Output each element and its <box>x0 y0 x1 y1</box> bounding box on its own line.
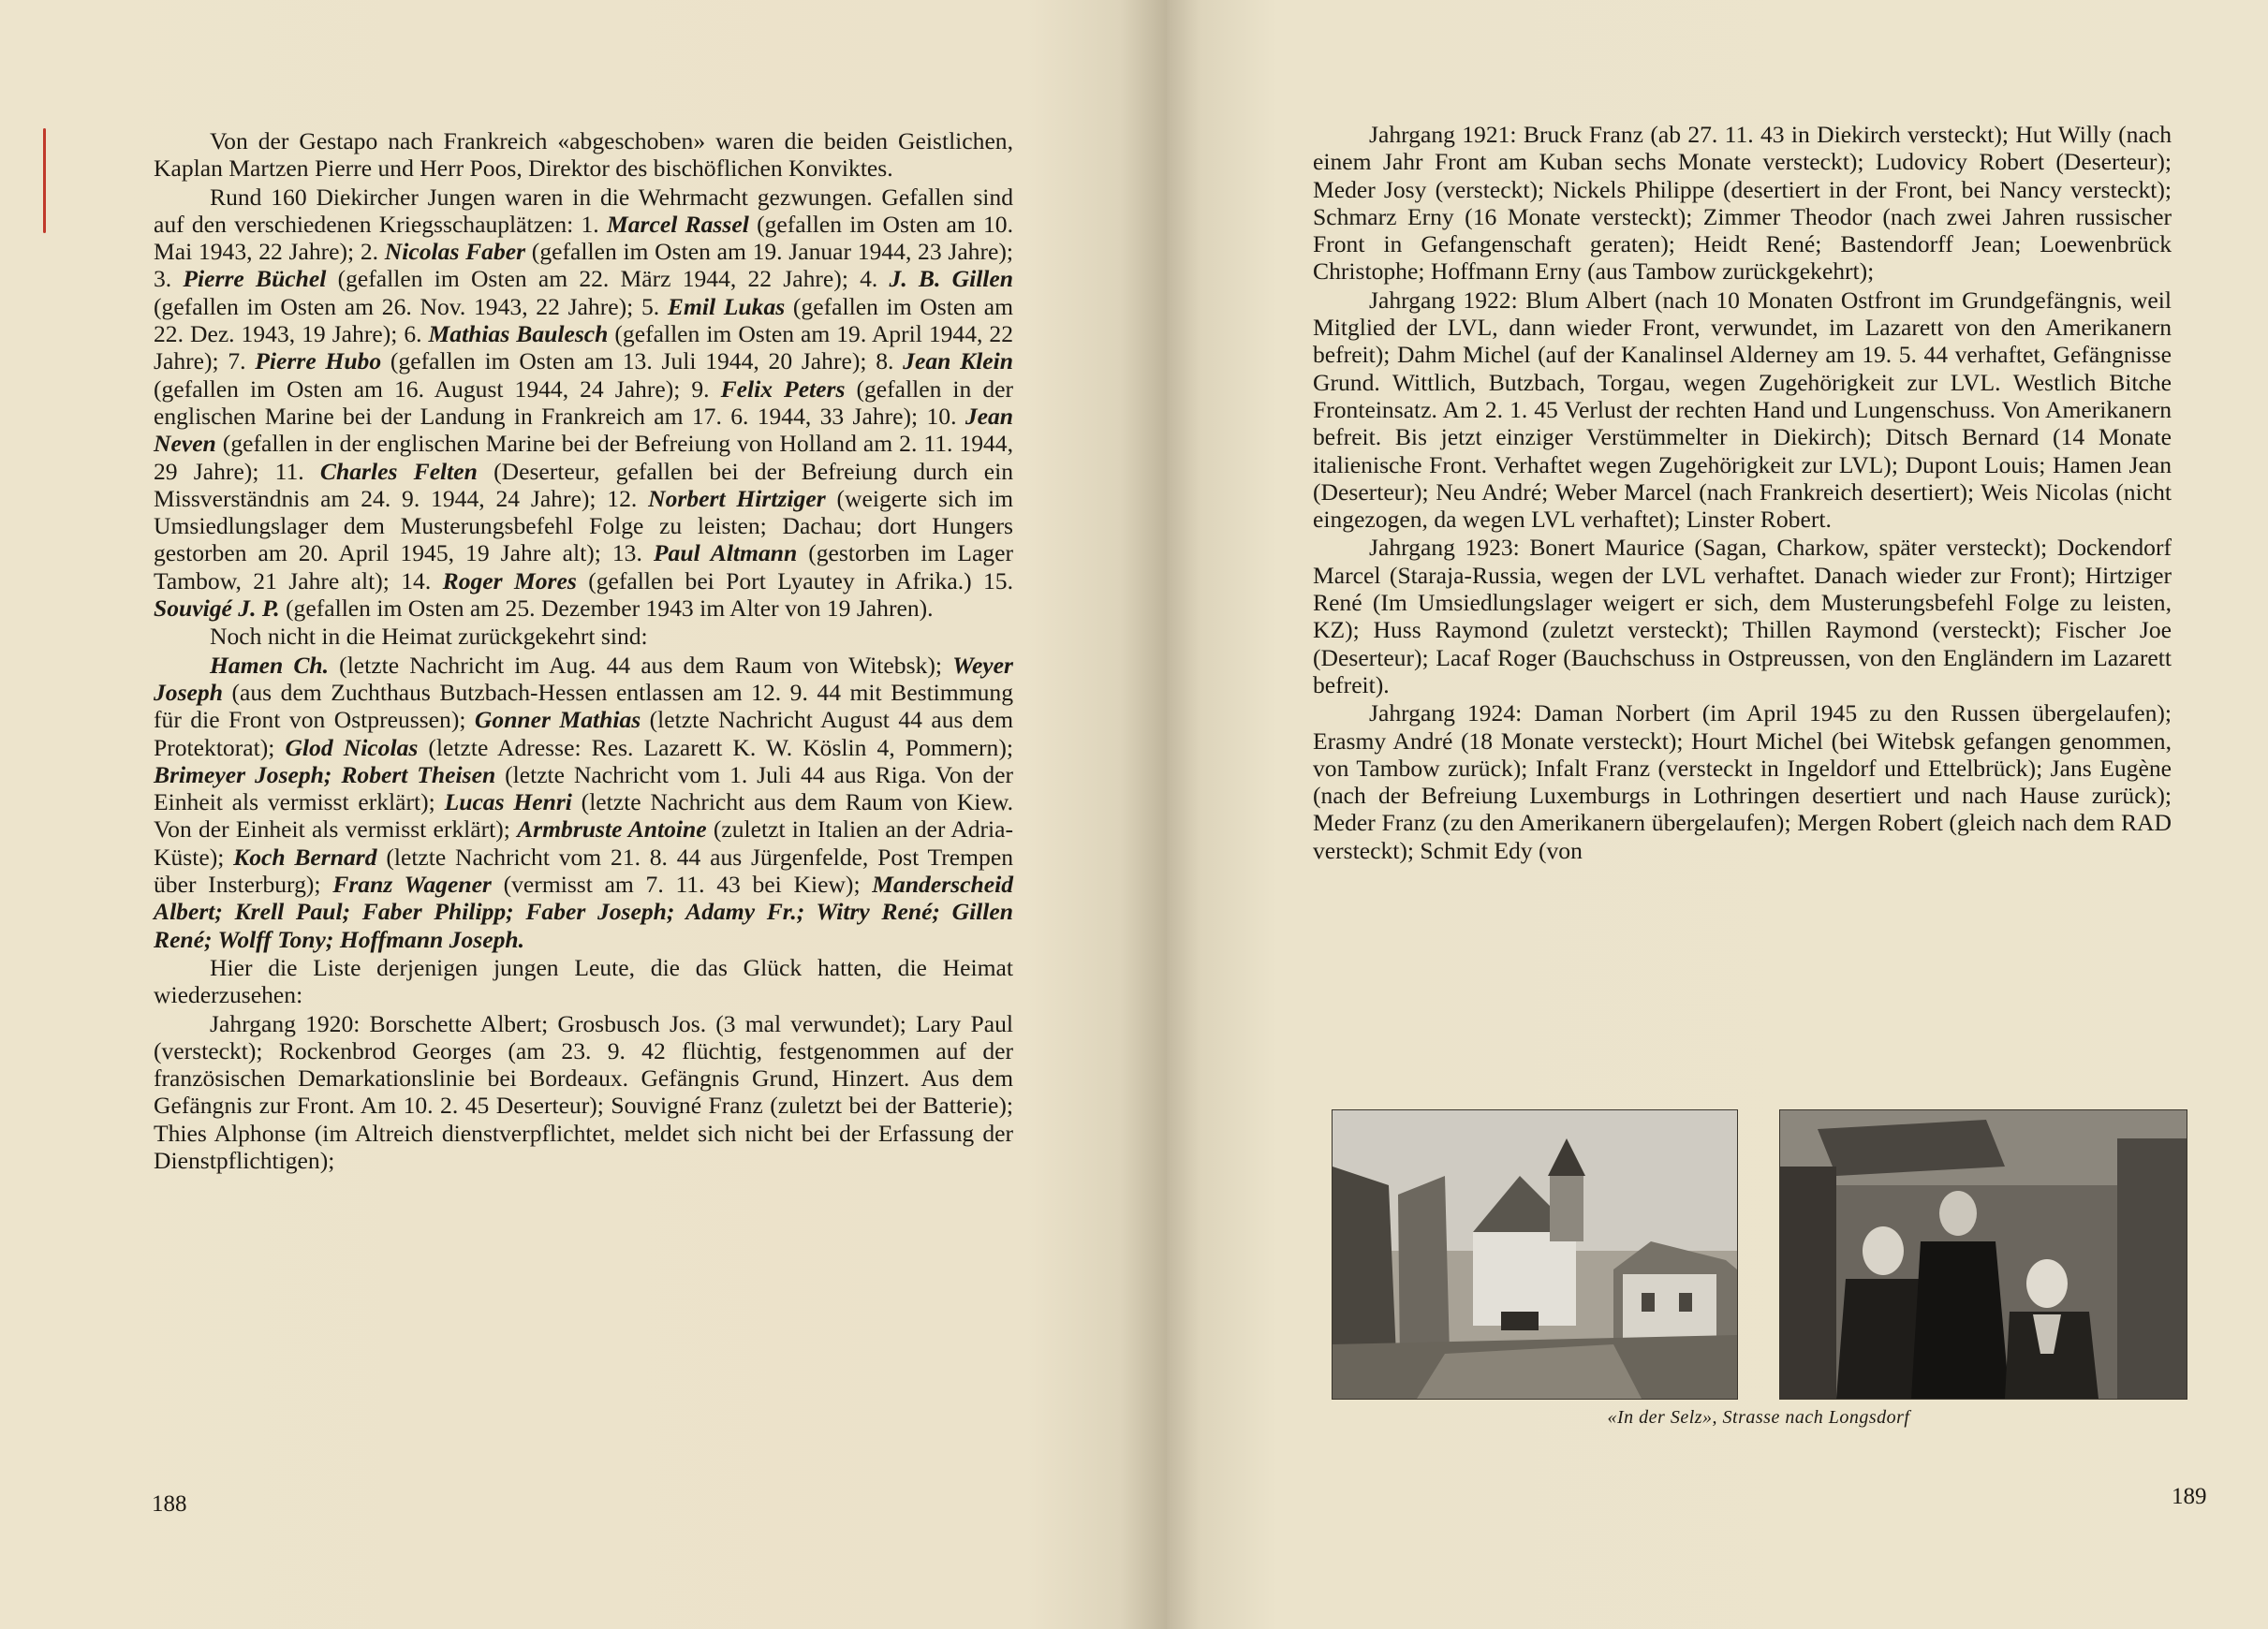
person-name: Emil Lukas <box>667 292 786 320</box>
margin-red-mark <box>43 128 46 233</box>
person-name: Weyer Joseph <box>154 651 1013 706</box>
person-name: Glod Nicolas <box>285 733 419 761</box>
person-name: Mathias Baulesch <box>428 320 609 348</box>
paragraph <box>154 652 1013 953</box>
person-name: Paul Altmann <box>653 539 798 567</box>
page-number-left: 188 <box>152 1491 187 1517</box>
left-page-text <box>154 127 1013 1174</box>
text-run: (letzte Adresse: Res. Lazarett K. W. Köslin 4, Pommern); <box>418 733 1013 761</box>
text-run: (Deserteur, gefallen bei der Befreiung durch ein Missverständnis am 24. 9. 1944, 24 Jahre); 12. <box>154 457 1014 512</box>
text-run: Hier die Liste derjenigen jungen Leute, die das Glück hatten, die Heimat wiederzusehen: <box>154 953 1013 1009</box>
person-name: Koch Bernard <box>233 843 377 871</box>
text-run: (gefallen im Osten am 19. April 1944, 22 Jahre); 7. <box>154 320 1013 375</box>
text-run: (letzte Nachricht vom 21. 8. 44 aus Jürgenfelde, Post Trempen über Insterburg); <box>154 843 1013 899</box>
person-name: Hamen Ch. <box>210 651 330 679</box>
right-page <box>1167 0 2268 1629</box>
text-run: Noch nicht in die Heimat zurückgekehrt sind: <box>210 623 648 651</box>
text-run: (gefallen bei Port Lyautey in Afrika.) 15. <box>576 566 1014 594</box>
text-run: (aus dem Zuchthaus Butzbach-Hessen entlassen am 12. 9. 44 mit Bestimmung für die Front von Ostpreussen); <box>154 678 1013 734</box>
text-run: (gefallen im Osten am 13. Juli 1944, 20 Jahre); 8. <box>381 347 904 375</box>
photo-village-chapel <box>1332 1109 1738 1400</box>
text-run: Jahrgang 1924: Daman Norbert (im April 1945 zu den Russen übergelaufen); Erasmy André (18 Monate versteckt); Hourt Michel (bei Witebsk gefangen genommen, von Tambow zurück); Infalt Franz (versteckt in Ingeldorf und Ettelbrück); Jans Eugène (nach der Befreiung Luxemburgs in Lothringen desertiert und nach Hause zurück); Meder Franz (zu den Amerikanern übergelaufen); Mergen Robert (gleich nach dem RAD versteckt); Schmit Edy (von <box>1313 699 2172 864</box>
text-run: (gefallen im Osten am 19. Januar 1944, 23 Jahre); 3. <box>154 238 1013 293</box>
person-name: J. B. Gillen <box>889 265 1014 293</box>
paragraph <box>154 954 1013 1009</box>
text-run: (zuletzt in Italien an der Adria-Küste); <box>154 815 1014 871</box>
person-name: Brimeyer Joseph; Robert Theisen <box>154 760 496 788</box>
person-name: Lucas Henri <box>444 788 572 816</box>
paragraph <box>154 183 1013 623</box>
text-run: (letzte Nachricht im Aug. 44 aus dem Raum von Witebsk); <box>329 651 953 679</box>
right-page-text <box>1313 121 2172 864</box>
text-run: (gefallen in der englischen Marine bei der Befreiung von Holland am 2. 11. 1944, 29 Jahre); 11. <box>154 430 1013 485</box>
person-name: Marcel Rassel <box>606 210 749 238</box>
person-name: Norbert Hirtziger <box>648 484 826 512</box>
person-name: Gonner Mathias <box>474 706 641 734</box>
person-name: Jean Klein <box>903 347 1013 375</box>
person-name: Pierre Büchel <box>183 265 327 293</box>
text-run: (gefallen im Osten am 16. August 1944, 24 Jahre); 9. <box>154 374 721 403</box>
text-run: (vermisst am 7. 11. 43 bei Kiew); <box>491 871 873 899</box>
person-name: Nicolas Faber <box>384 238 526 266</box>
person-name: Felix Peters <box>720 374 846 403</box>
photo-men-portrait <box>1779 1109 2187 1400</box>
text-run: Jahrgang 1920: Borschette Albert; Grosbusch Jos. (3 mal verwundet); Lary Paul (versteckt); Rockenbrod Georges (am 23. 9. 42 flüchtig, festgenommen auf der französischen Demarkationslinie bei Bordeaux. Gefängnis Grund, Hinzert. Aus dem Gefängnis zur Front. Am 10. 2. 45 Deserteur); Souvigné Franz (zuletzt bei der Batterie); Thies Alphonse (im Altreich dienstverpflichtet, meldet sich nicht bei der Erfassung der Dienstpflichtigen); <box>154 1009 1013 1174</box>
text-run: Jahrgang 1923: Bonert Maurice (Sagan, Charkow, später versteckt); Dockendorf Marcel (Staraja-Russia, wegen der LVL verhaftet. Danach wieder zur Front); Hirtziger René (Im Umsiedlungslager weigert er sich, dem Musterungsbefehl Folge zu leisten, KZ); Huss Raymond (zuletzt versteckt); Thillen Raymond (versteckt); Fischer Joe (Deserteur); Lacaf Roger (Bauchschuss in Ostpreussen, von den Engländern im Lazarett befreit). <box>1313 534 2172 698</box>
paragraph <box>154 127 1013 183</box>
paragraph <box>1313 121 2172 286</box>
paragraph <box>154 1010 1013 1175</box>
text-run: (gefallen in der englischen Marine bei der Landung in Frankreich am 17. 6. 1944, 33 Jahre); 10. <box>154 374 1014 430</box>
text-run: (letzte Nachricht vom 1. Juli 44 aus Riga. Von der Einheit als vermisst erklärt); <box>154 760 1013 816</box>
person-name: Charles Felten <box>319 457 478 485</box>
paragraph <box>1313 286 2172 534</box>
person-name: Jean Neven <box>154 402 1013 458</box>
person-name: Manderscheid Albert; Krell Paul; Faber Philipp; Faber Joseph; Adamy Fr.; Witry René; Gillen René; Wolff Tony; Hoffmann Joseph. <box>154 871 1013 953</box>
text-run: (gefallen im Osten am 25. Dezember 1943 im Alter von 19 Jahren). <box>279 594 934 623</box>
person-name: Roger Mores <box>442 566 577 594</box>
paragraph <box>154 623 1013 650</box>
text-run: (gefallen im Osten am 22. Dez. 1943, 19 Jahre); 6. <box>154 292 1014 348</box>
text-run: (gefallen im Osten am 22. März 1944, 22 Jahre); 4. <box>326 265 890 293</box>
text-run: (letzte Nachricht aus dem Raum von Kiew. Von der Einheit als vermisst erklärt); <box>154 788 1013 844</box>
text-run: Von der Gestapo nach Frankreich «abgeschoben» waren die beiden Geistlichen, Kaplan Martzen Pierre und Herr Poos, Direktor des bischöflichen Konviktes. <box>154 127 1013 183</box>
text-run: (letzte Nachricht August 44 aus dem Protektorat); <box>154 706 1013 761</box>
person-name: Souvigé J. P. <box>154 594 280 623</box>
person-name: Franz Wagener <box>332 871 492 899</box>
photo-caption: «In der Selz», Strasse nach Longsdorf <box>1607 1407 1910 1428</box>
paragraph <box>1313 699 2172 864</box>
text-run: Jahrgang 1922: Blum Albert (nach 10 Monaten Ostfront im Grundgefängnis, weil Mitglied der LVL, dann wieder Front, verwundet, im Lazarett von den Amerikanern befreit); Dahm Michel (auf der Kanalinsel Alderney am 19. 5. 44 verhaftet, Gefängnisse Grund. Wittlich, Butzbach, Torgau, wegen Zugehörigkeit zur LVL. Westlich Bitche Fronteinsatz. Am 2. 1. 45 Verlust der rechten Hand und Lungenschuss. Von Amerikanern befreit. Bis jetzt einziger Verstümmelter in Diekirch); Ditsch Bernard (14 Monate italienische Front. Verhaftet wegen Zugehörigkeit zur LVL); Dupont Louis; Hamen Jean (Deserteur); Neu André; Weber Marcel (nach Frankreich desertiert); Weis Nicolas (nicht eingezogen, da wegen LVL verhaftet); Linster Robert. <box>1313 286 2172 534</box>
text-run: (gefallen im Osten am 10. Mai 1943, 22 Jahre); 2. <box>154 210 1013 266</box>
text-run: (weigerte sich im Umsiedlungslager dem Musterungsbefehl Folge zu leisten; Dachau; dort Hungers gestorben am 20. April 1945, 19 Jahre alt); 13. <box>154 484 1013 567</box>
text-run: (gefallen im Osten am 26. Nov. 1943, 22 Jahre); 5. <box>154 292 668 320</box>
text-run: (gestorben im Lager Tambow, 21 Jahre alt); 14. <box>154 539 1013 594</box>
paragraph <box>1313 534 2172 698</box>
page-number-right: 189 <box>2172 1484 2207 1509</box>
person-name: Pierre Hubo <box>255 347 382 375</box>
person-name: Armbruste Antoine <box>517 815 707 844</box>
text-run: Rund 160 Diekircher Jungen waren in die Wehrmacht gezwungen. Gefallen sind auf den verschiedenen Kriegsschauplätzen: 1. <box>154 183 1013 238</box>
text-run: Jahrgang 1921: Bruck Franz (ab 27. 11. 43 in Diekirch versteckt); Hut Willy (nach einem Jahr Front am Kuban sechs Monate versteckt); Ludovicy Robert (Deserteur); Meder Josy (versteckt); Nickels Philippe (desertiert in der Front, bei Nancy versteckt); Schmarz Erny (16 Monate versteckt); Zimmer Theodor (nach zwei Jahren russischer Front in Gefangenschaft geraten); Heidt René; Bastendorff Jean; Loewenbrück Christophe; Hoffmann Erny (aus Tambow zurückgekehrt); <box>1313 121 2172 286</box>
